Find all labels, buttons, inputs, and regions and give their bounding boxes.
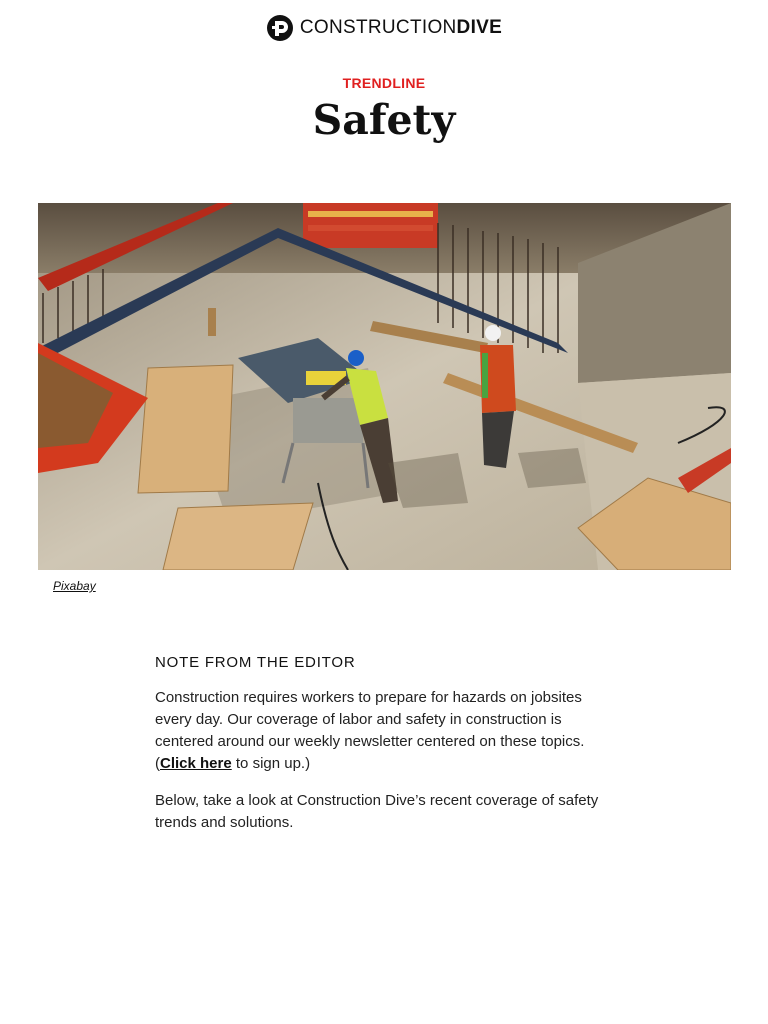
editor-note-heading: NOTE FROM THE EDITOR — [155, 654, 356, 671]
brand-name — [300, 17, 502, 39]
editor-note-paragraph-2: Below, take a look at Construction Dive’s recent coverage of safety trends and solutions. — [155, 792, 599, 831]
page-title: Safety — [312, 96, 456, 144]
brand-name-light: CONSTRUCTION — [299, 17, 457, 38]
signup-link[interactable]: Click here — [160, 755, 232, 772]
hero-image — [38, 203, 731, 570]
construction-workers-photo — [38, 203, 731, 570]
brand-name-bold: DIVE — [456, 17, 503, 38]
construction-dive-logo-icon — [266, 14, 294, 42]
paragraph-1-tail: to sign up.) — [231, 755, 311, 772]
editor-note-paragraph-1 — [155, 687, 615, 775]
image-credit-link[interactable]: Pixabay — [53, 579, 96, 593]
trendline-kicker: TRENDLINE — [342, 75, 426, 91]
brand-logo[interactable] — [0, 14, 768, 42]
paragraph-1-text: Construction requires workers to prepare for hazards on jobsites every day. Our coverage of labor and safety in construction is centered around our weekly newsletter centered on these topics. ( — [155, 689, 585, 772]
